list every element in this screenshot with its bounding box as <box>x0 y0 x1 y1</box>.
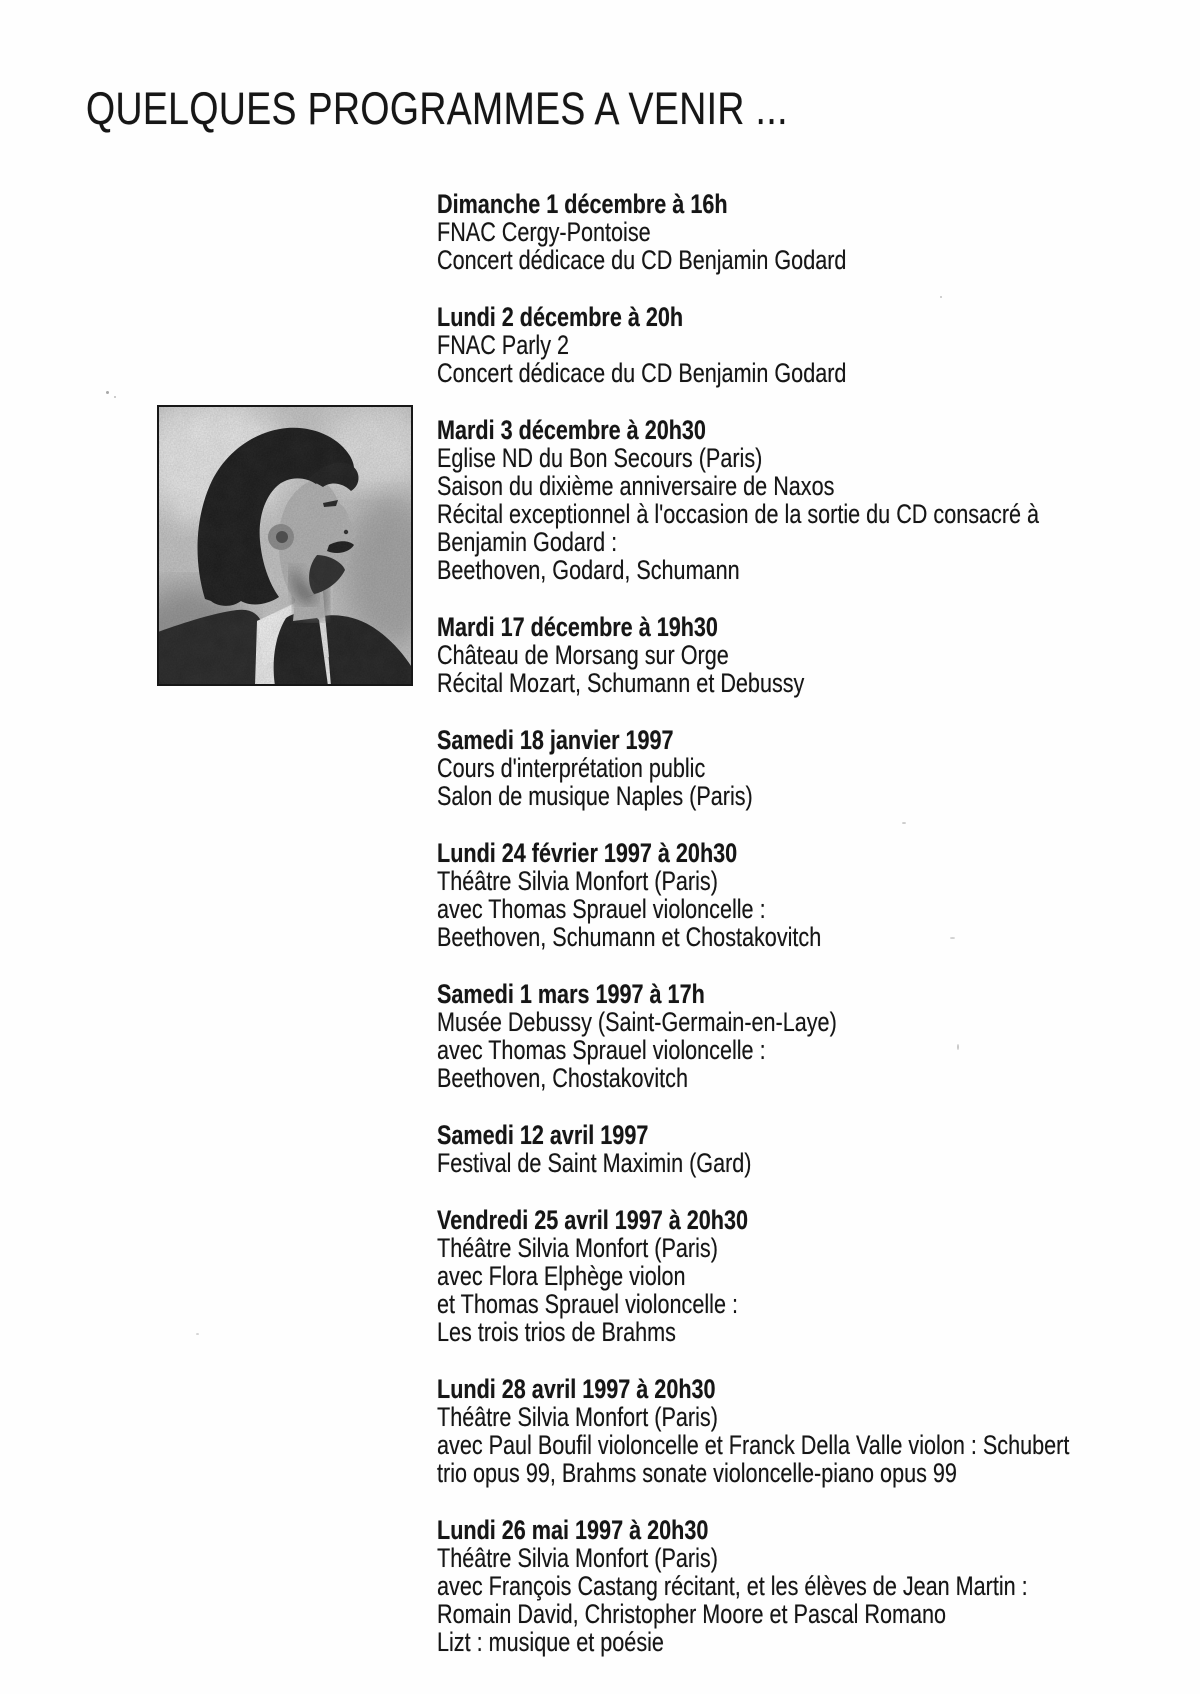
event-item <box>437 839 1069 951</box>
event-date: Mardi 3 décembre à 20h30 <box>437 415 706 445</box>
scan-speck <box>106 391 109 394</box>
event-detail-line: Récital exceptionnel à l'occasion de la sortie du CD consacré à <box>437 499 1040 529</box>
event-detail-line: avec Flora Elphège violon <box>437 1261 686 1291</box>
event-detail-line: Beethoven, Godard, Schumann <box>437 555 740 585</box>
event-item <box>437 726 1069 810</box>
scan-speck <box>196 1333 199 1335</box>
event-detail-line: Benjamin Godard : <box>437 527 618 557</box>
event-item <box>437 1375 1069 1487</box>
event-detail-line: Festival de Saint Maximin (Gard) <box>437 1148 752 1178</box>
event-item <box>437 1121 1069 1177</box>
event-detail-line: avec Thomas Sprauel violoncelle : <box>437 894 766 924</box>
event-detail-line: Eglise ND du Bon Secours (Paris) <box>437 443 763 473</box>
portrait-photo-image <box>159 407 411 684</box>
event-date: Vendredi 25 avril 1997 à 20h30 <box>437 1205 749 1235</box>
scan-speck <box>902 822 906 824</box>
event-detail-line: Théâtre Silvia Monfort (Paris) <box>437 866 718 896</box>
event-date: Lundi 24 février 1997 à 20h30 <box>437 838 738 868</box>
event-detail-line: FNAC Parly 2 <box>437 330 570 360</box>
event-date: Samedi 1 mars 1997 à 17h <box>437 979 705 1009</box>
scan-speck <box>957 1044 959 1050</box>
page-title: QUELQUES PROGRAMMES A VENIR ... <box>86 83 788 135</box>
event-date: Lundi 26 mai 1997 à 20h30 <box>437 1515 709 1545</box>
event-item <box>437 1206 1069 1346</box>
event-date: Samedi 12 avril 1997 <box>437 1120 649 1150</box>
event-detail-line: Théâtre Silvia Monfort (Paris) <box>437 1233 718 1263</box>
event-detail-line: Lizt : musique et poésie <box>437 1627 664 1657</box>
event-detail-line: Concert dédicace du CD Benjamin Godard <box>437 358 847 388</box>
event-item <box>437 613 1069 697</box>
event-detail-line: avec Paul Boufil violoncelle et Franck Della Valle violon : Schubert <box>437 1430 1070 1460</box>
event-item <box>437 190 1069 274</box>
event-detail-line: Récital Mozart, Schumann et Debussy <box>437 668 805 698</box>
event-detail-line: Théâtre Silvia Monfort (Paris) <box>437 1543 718 1573</box>
event-date: Lundi 28 avril 1997 à 20h30 <box>437 1374 716 1404</box>
event-date: Lundi 2 décembre à 20h <box>437 302 684 332</box>
event-detail-line: Concert dédicace du CD Benjamin Godard <box>437 245 847 275</box>
event-detail-line: et Thomas Sprauel violoncelle : <box>437 1289 738 1319</box>
event-detail-line: Beethoven, Chostakovitch <box>437 1063 688 1093</box>
portrait-photo <box>157 405 413 686</box>
event-detail-line: trio opus 99, Brahms sonate violoncelle-piano opus 99 <box>437 1458 957 1488</box>
event-detail-line: Musée Debussy (Saint-Germain-en-Laye) <box>437 1007 837 1037</box>
scan-speck <box>950 937 955 939</box>
scan-speck <box>940 296 942 298</box>
event-detail-line: Château de Morsang sur Orge <box>437 640 729 670</box>
event-detail-line: Beethoven, Schumann et Chostakovitch <box>437 922 822 952</box>
event-list <box>437 190 1069 1685</box>
event-date: Samedi 18 janvier 1997 <box>437 725 674 755</box>
event-item <box>437 980 1069 1092</box>
event-item <box>437 1516 1069 1656</box>
event-detail-line: Saison du dixième anniversaire de Naxos <box>437 471 835 501</box>
event-date: Mardi 17 décembre à 19h30 <box>437 612 718 642</box>
scan-speck <box>114 396 116 398</box>
event-date: Dimanche 1 décembre à 16h <box>437 189 728 219</box>
event-detail-line: FNAC Cergy-Pontoise <box>437 217 651 247</box>
event-detail-line: avec Thomas Sprauel violoncelle : <box>437 1035 766 1065</box>
event-detail-line: Théâtre Silvia Monfort (Paris) <box>437 1402 718 1432</box>
event-detail-line: Cours d'interprétation public <box>437 753 706 783</box>
event-detail-line: avec François Castang récitant, et les élèves de Jean Martin : <box>437 1571 1028 1601</box>
event-item <box>437 416 1069 584</box>
event-detail-line: Romain David, Christopher Moore et Pascal Romano <box>437 1599 947 1629</box>
event-detail-line: Salon de musique Naples (Paris) <box>437 781 753 811</box>
event-item <box>437 303 1069 387</box>
event-detail-line: Les trois trios de Brahms <box>437 1317 676 1347</box>
